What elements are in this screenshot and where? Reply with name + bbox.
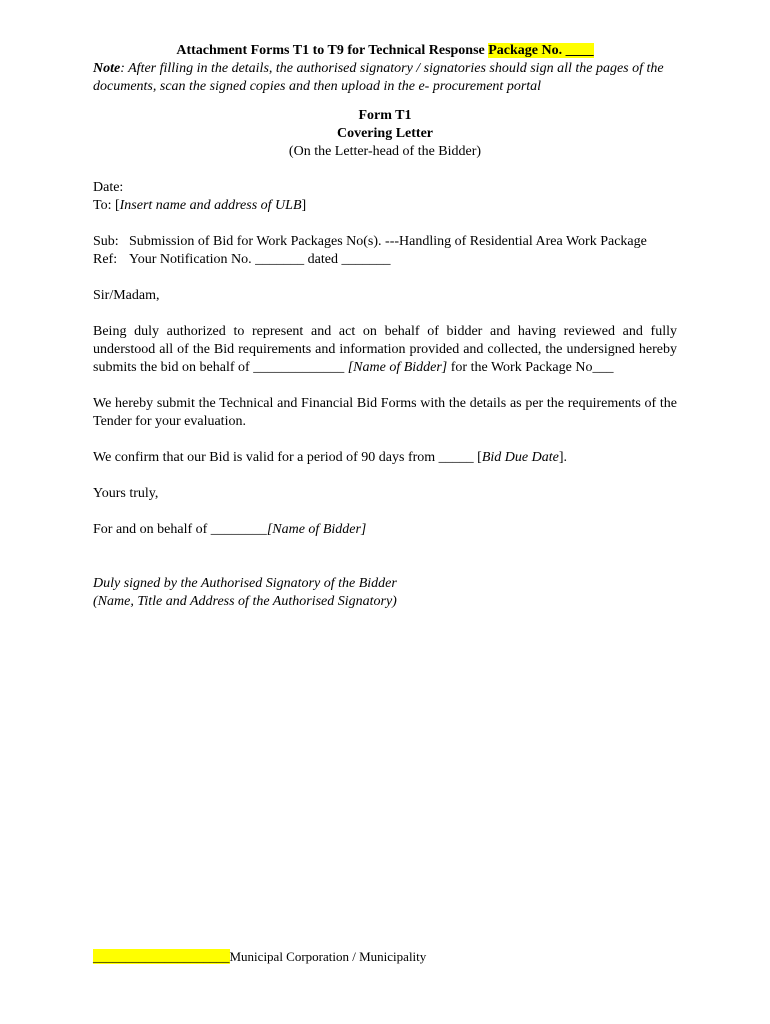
bid-due-date-placeholder: Bid Due Date — [481, 450, 559, 465]
note-text: : After filling in the details, the authorised signatory / signatories should sign all the pages of the documents, scan the signed copies and then upload in the e- procurement portal — [93, 61, 664, 94]
reference-line — [93, 251, 677, 269]
behalf-prefix: For and on behalf of ________ — [93, 522, 267, 537]
para1-text-end: for the Work Package No___ — [447, 360, 614, 375]
validity-text-end: ]. — [558, 450, 567, 465]
to-ulb-placeholder: Insert name and address of ULB — [119, 198, 302, 213]
behalf-line — [93, 521, 677, 539]
page-header — [93, 42, 677, 60]
to-suffix: ] — [301, 198, 307, 213]
signature-line-1: Duly signed by the Authorised Signatory of the Bidder — [93, 576, 397, 591]
footer-text: Municipal Corporation / Municipality — [229, 949, 427, 964]
header-title: Attachment Forms T1 to T9 for Technical Response — [176, 43, 489, 58]
form-title: Form T1 — [358, 108, 412, 123]
footer-blank-highlight: _____________________ — [93, 949, 230, 964]
package-no-highlight: Package No. ____ — [488, 43, 594, 58]
authorization-paragraph — [93, 323, 677, 377]
form-letterhead-note: (On the Letter-head of the Bidder) — [288, 144, 482, 159]
reference-text: Your Notification No. _______ dated _______ — [129, 252, 391, 267]
para1-text: Being duly authorized to represent and act on behalf of bidder and having reviewed and fully understood all of the Bid requirements and information provided and collected, the undersigned hereby submits the bid on behalf of _____________ — [93, 324, 677, 375]
closing: Yours truly, — [93, 486, 159, 501]
salutation: Sir/Madam, — [93, 288, 160, 303]
page-footer — [93, 948, 426, 966]
subject-text: Submission of Bid for Work Packages No(s). ---Handling of Residential Area Work Package — [129, 234, 647, 249]
validity-paragraph — [93, 449, 677, 467]
signature-block — [93, 575, 677, 611]
note-paragraph — [93, 60, 677, 96]
to-line — [93, 197, 677, 215]
note-label: Note — [93, 61, 121, 76]
signature-line-2: (Name, Title and Address of the Authorised Signatory) — [93, 594, 397, 609]
reference-label: Ref: — [93, 252, 118, 267]
form-subtitle: Covering Letter — [336, 126, 434, 141]
submission-paragraph: We hereby submit the Technical and Financial Bid Forms with the details as per the requirements of the Tender for your evaluation. — [93, 396, 677, 429]
document-page — [93, 42, 677, 611]
validity-text: We confirm that our Bid is valid for a period of 90 days from _____ [ — [93, 450, 482, 465]
bidder-name-placeholder: [Name of Bidder] — [347, 360, 448, 375]
subject-label: Sub: — [93, 234, 119, 249]
date-line: Date: — [93, 180, 124, 195]
behalf-bidder-placeholder: [Name of Bidder] — [266, 522, 367, 537]
subject-line — [93, 233, 677, 251]
to-prefix: To: [ — [93, 198, 120, 213]
